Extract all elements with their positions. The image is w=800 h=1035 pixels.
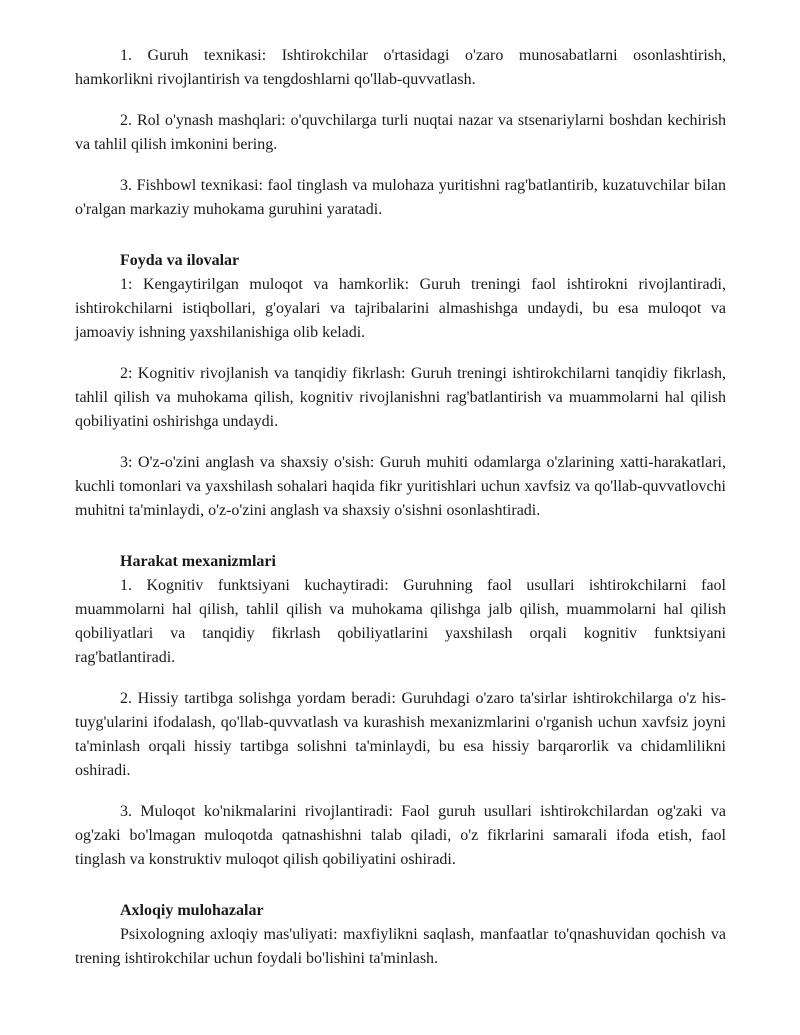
document-page: [75, 44, 726, 971]
section-paragraph: 1: Kengaytirilgan muloqot va hamkorlik: Guruh treningi faol ishtirokni rivojlantiradi, ishtirokchilarni istiqbollari, g'oyalari va tajribalarini almashishga undaydi, bu esa muloqot va jamoaviy ishning yaxshilanishiga olib keladi.: [75, 276, 726, 341]
intro-paragraph: 3. Fishbowl texnikasi: faol tinglash va mulohaza yuritishni rag'batlantirib, kuzatuvchilar bilan o'ralgan markaziy muhokama guruhini yaratadi.: [75, 177, 726, 218]
section-paragraph: Psixologning axloqiy mas'uliyati: maxfiylikni saqlash, manfaatlar to'qnashuvidan qochish va trening ishtirokchilar uchun foydali bo'lishini ta'minlash.: [75, 926, 726, 967]
section-paragraph: 3: O'z-o'zini anglash va shaxsiy o'sish: Guruh muhiti odamlarga o'zlarining xatti-harakatlari, kuchli tomonlari va yaxshilash sohalari haqida fikr yuritishlari uchun xavfsiz va qo'llab-quvvatlovchi muhitni ta'minlaydi, o'z-o'zini anglash va shaxsiy o'sishni osonlashtiradi.: [75, 454, 726, 519]
section-paragraph: 2. Hissiy tartibga solishga yordam beradi: Guruhdagi o'zaro ta'sirlar ishtirokchilarga o'z his-tuyg'ularini ifodalash, qo'llab-quvvatlash va kurashish mexanizmlarini o'rganish uchun xavfsiz joyni ta'minlash orqali hissiy tartibga solishni ta'minlaydi, bu esa hissiy barqarorlik va chidamlilikni oshiradi.: [75, 690, 726, 779]
section-paragraph: 1. Kognitiv funktsiyani kuchaytiradi: Guruhning faol usullari ishtirokchilarni faol muammolarni hal qilish, tahlil qilish va muhokama qilishga jalb qilish, muammolarni hal qilish qobiliyatlari va tanqidiy fikrlash qobiliyatlarini yaxshilash orqali kognitiv funktsiyani rag'batlantiradi.: [75, 577, 726, 666]
intro-paragraph: 2. Rol o'ynash mashqlari: o'quvchilarga turli nuqtai nazar va stsenariylarni boshdan kechirish va tahlil qilish imkonini bering.: [75, 112, 726, 153]
section-paragraph: 3. Muloqot ko'nikmalarini rivojlantiradi: Faol guruh usullari ishtirokchilardan og'zaki va og'zaki bo'lmagan muloqotda qatnashishni talab qiladi, o'z fikrlarini samarali ifoda etish, faol tinglash va konstruktiv muloqot qilish qobiliyatini oshiradi.: [75, 803, 726, 868]
intro-paragraph: 1. Guruh texnikasi: Ishtirokchilar o'rtasidagi o'zaro munosabatlarni osonlashtirish, hamkorlikni rivojlantirish va tengdoshlarni qo'llab-quvvatlash.: [75, 47, 726, 88]
section-heading: Axloqiy mulohazalar: [120, 902, 264, 919]
section-heading: Harakat mexanizmlari: [120, 553, 276, 570]
section-paragraph: 2: Kognitiv rivojlanish va tanqidiy fikrlash: Guruh treningi ishtirokchilarni tanqidiy fikrlash, tahlil qilish va muhokama qilish, kognitiv rivojlanishni rag'batlantirish va muammolarni hal qilish qobiliyatini oshirishga undaydi.: [75, 365, 726, 430]
section-heading: Foyda va ilovalar: [120, 252, 240, 269]
